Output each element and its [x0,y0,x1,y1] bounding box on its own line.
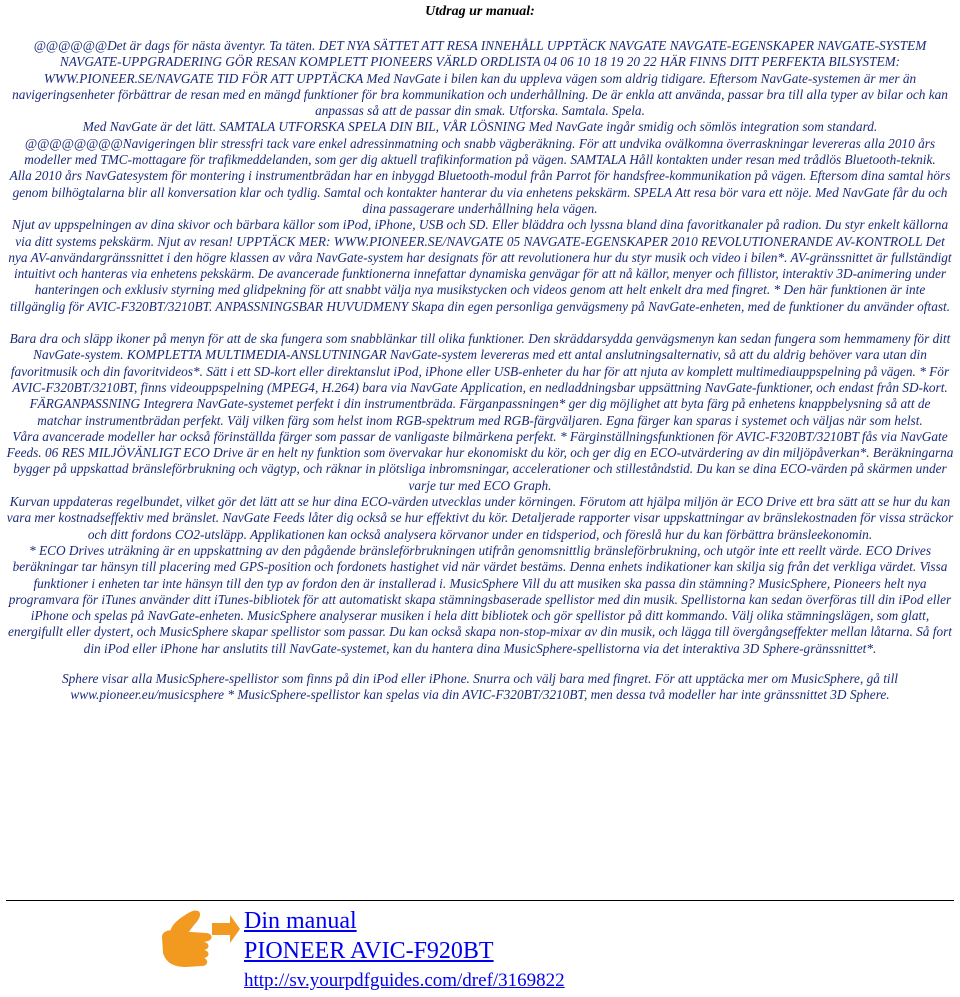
url-link[interactable]: http://sv.yourpdfguides.com/dref/3169822 [244,970,565,991]
finger-shape [170,910,200,935]
excerpt-paragraph: Kurvan uppdateras regelbundet, vilket gör det lätt att se hur dina ECO-värden utvecklas under körningen. Förutom att hjälpa miljön är ECO Drive ett bra sätt att se hur du kan vara mer kostnadseffektiv med bränslet. NavGate Feeds låter dig också se hur effektivt du kör. Detaljerade rapporter visar uppskattningar av bränslekostnaden för vissa sträckor och ditt fordons CO2-utsläpp. Applikationen kan också analysera körvanor under en tidsperiod, och föreslå hur du kan förbättra bränsleekonomin. [6,494,954,542]
page-heading: Utdrag ur manual: [425,4,535,19]
excerpt-paragraph: Njut av uppspelningen av dina skivor och bärbara källor som iPod, iPhone, USB och SD. Eller bläddra och lyssna bland dina favoritkanaler på radion. Du styr enkelt källorna via ditt systems pekskärm. Njut av resan! UPPTÄCK MER: WWW.PIONEER.SE/NAVGATE 05 NAVGATE-EGENSKAPER 2010 REVOLUTIONERANDE AV-KONTROLL Det nya AV-användargränssnittet i den högre klassen av våra NavGate-system har designats för att revolutionera hur du styr musik och video i bilen*. AV-gränssnittet är fullständigt intuitivt och hanteras via enhetens pekskärm. De avancerade funktionerna innefattar dynamiska genvägar för att nå källor, menyer och fillistor, interaktiv 3D-animering under hanteringen och exklusiv styrning med glidpekning för att snabbt välja nya musikstycken och videos genom att helt enkelt dra med fingret. * Den här funktionen är inte tillgänglig för AVIC-F320BT/3210BT. ANPASSNINGSBAR HUVUDMENY Skapa din egen personliga genvägsmeny på NavGate-enheten, med de funktioner du använder oftast. [8,217,952,314]
footer-divider [6,900,954,901]
model-link[interactable]: PIONEER AVIC-F920BT [244,938,494,964]
manual-excerpt [6,38,954,704]
excerpt-paragraph: Med NavGate är det lätt. SAMTALA UTFORSKA SPELA DIN BIL, VÅR LÖSNING Med NavGate ingår smidig och sömlös integration som standard. @@@@@@@@Navigeringen blir stressfri tack vare enkel adressinmatning och snabb vägberäkning. För att undvika ovälkomna överraskningar levereras alla 2010 års modeller med TMC-mottagare för trafikmeddelanden, som ger dig aktuell trafikinformation på vägen. SAMTALA Håll kontakten under resan med trådlös Bluetooth-teknik. [24,119,936,168]
hand-pointer-icon [160,905,240,977]
excerpt-paragraph: Våra avancerade modeller har också förinställda färger som passar de vanligaste bilmärkena perfekt. * Färginställningsfunktionen för AVIC-F320BT/3210BT fås via NavGate Feeds. 06 RES MILJÖVÄNLIGT ECO Drive är en helt ny funktion som övervakar hur ekonomiskt du kör, och ger dig en ECO-utvärdering av din miljöpåverkan*. Beräkningarna bygger på uppskattad bränsleförbrukning och vägtyp, och räknar in plötsliga inbromsningar, accelerationer och stilleståndstid. Du kan se dina ECO-värden på skärmen under varje tur med ECO Graph. [6,428,954,493]
excerpt-paragraph: @@@@@@Det är dags för nästa äventyr. Ta täten. DET NYA SÄTTET ATT RESA INNEHÅLL UPPTÄCK NAVGATE NAVGATE-EGENSKAPER NAVGATE-SYSTEM NAVGATE-UPPGRADERING GÖR RESAN KOMPLETT PIONEERS VÄRLD ORDLISTA 04 06 10 18 19 20 22 HÄR FINNS DITT PERFEKTA BILSYSTEM: WWW.PIONEER.SE/NAVGATE TID FÖR ATT UPPTÄCKA Med NavGate i bilen kan du uppleva vägen som aldrig tidigare. Eftersom NavGate-systemen är mer än navigeringsenheter förbättrar de resan med en mängd funktioner för bra kommunikation och underhållning. De är enkla att använda, passar bra till alla typer av bilar och kan anpassas så att de passar din smak. Utforska. Samtala. Spela. [12,38,948,119]
footer-links [244,906,565,994]
excerpt-paragraph: Sphere visar alla MusicSphere-spellistor som finns på din iPod eller iPhone. Snurra och välj bara med fingret. För att upptäcka mer om MusicSphere, gå till www.pioneer.eu/musicsphere * MusicSphere-spellistor kan spelas via din AVIC-F320BT/3210BT, men dessa två modeller har inte gränssnittet 3D Sphere. [61,670,898,703]
hand-shape [162,930,212,967]
excerpt-paragraph: Bara dra och släpp ikoner på menyn för att de ska fungera som snabblänkar till olika funktioner. Den skräddarsydda genvägsmenyn kan sedan fungera som hemmameny för ditt NavGate-system. KOMPLETTA MULTIMEDIA-ANSLUTNINGAR NavGate-system levereras med ett antal anslutningsalternativ, så att du aldrig behöver vara utan din favoritmusik och din favoritvideos*. Sätt i ett SD-kort eller direktanslut iPod, iPhone eller USB-enheter du har för att njuta av komplett multimediauppspelning på vägen. * För AVIC-F320BT/3210BT, finns videouppspelning (MPEG4, H.264) bara via NavGate Application, en nedladdningsbar uppsättning NavGate-funktioner, och endast från SD-kort. FÄRGANPASSNING Integrera NavGate-systemet perfekt i din instrumentbräda. Färganpassningen* ger dig möjlighet att byta färg på enhetens knappbelysning så att de matchar instrumentbrädan perfekt. Välj vilken färg som helst inom RGB-spektrum med RGB-färgväljaren. Egna färger kan sparas i systemet och väljas när som helst. [9,331,951,428]
excerpt-paragraph: * ECO Drives uträkning är en uppskattning av den pågående bränsleförbrukningen utifrån genomsnittlig bränsleförbrukning, och utgör inte ett reellt värde. ECO Drives beräkningar tar hänsyn till placering med GPS-position och fordonets hastighet vid när värdet bestäms. Denna enhets indikationer kan skilja sig från det verkliga värdet. Vissa funktioner i enheten tar inte hänsyn till den typ av fordon den är installerad i. MusicSphere Vill du att musiken ska passa din stämning? MusicSphere, Pioneers helt nya programvara för iTunes använder ditt iTunes-bibliotek för att automatiskt skapa stämningsbaserade spellistor med din musik. Spellistorna kan sedan överföras till din iPod eller iPhone och spelas på NavGate-enheten. MusicSphere analyserar musiken i hela ditt bibliotek och gör spellistor på ditt kommando. Välj olika stämningslägen, som glatt, energifullt eller dystert, och MusicSphere skapar spellistor som passar. Du kan också skapa non-stop-mixar av din musik, och lägga till övergångseffekter mellan låtarna. Så fort din iPod eller iPhone har anslutits till NavGate-systemet, kan du hantera dina MusicSphere-spellistorna via det interaktiva 3D Sphere-gränssnittet*. [8,542,952,656]
manual-link[interactable]: Din manual [244,908,357,934]
excerpt-paragraph: Alla 2010 års NavGatesystem för montering i instrumentbrädan har en inbyggd Bluetooth-modul från Parrot för handsfree-kommunikation på vägen. Eftersom dina samtal hörs genom bilhögtalarna blir all konversation klar och tydlig. Samtal och kontakter hanterar du via enhetens pekskärm. SPELA Att resa bör vara ett nöje. Med NavGate får du och dina passagerare underhållning hela vägen. [9,168,951,216]
